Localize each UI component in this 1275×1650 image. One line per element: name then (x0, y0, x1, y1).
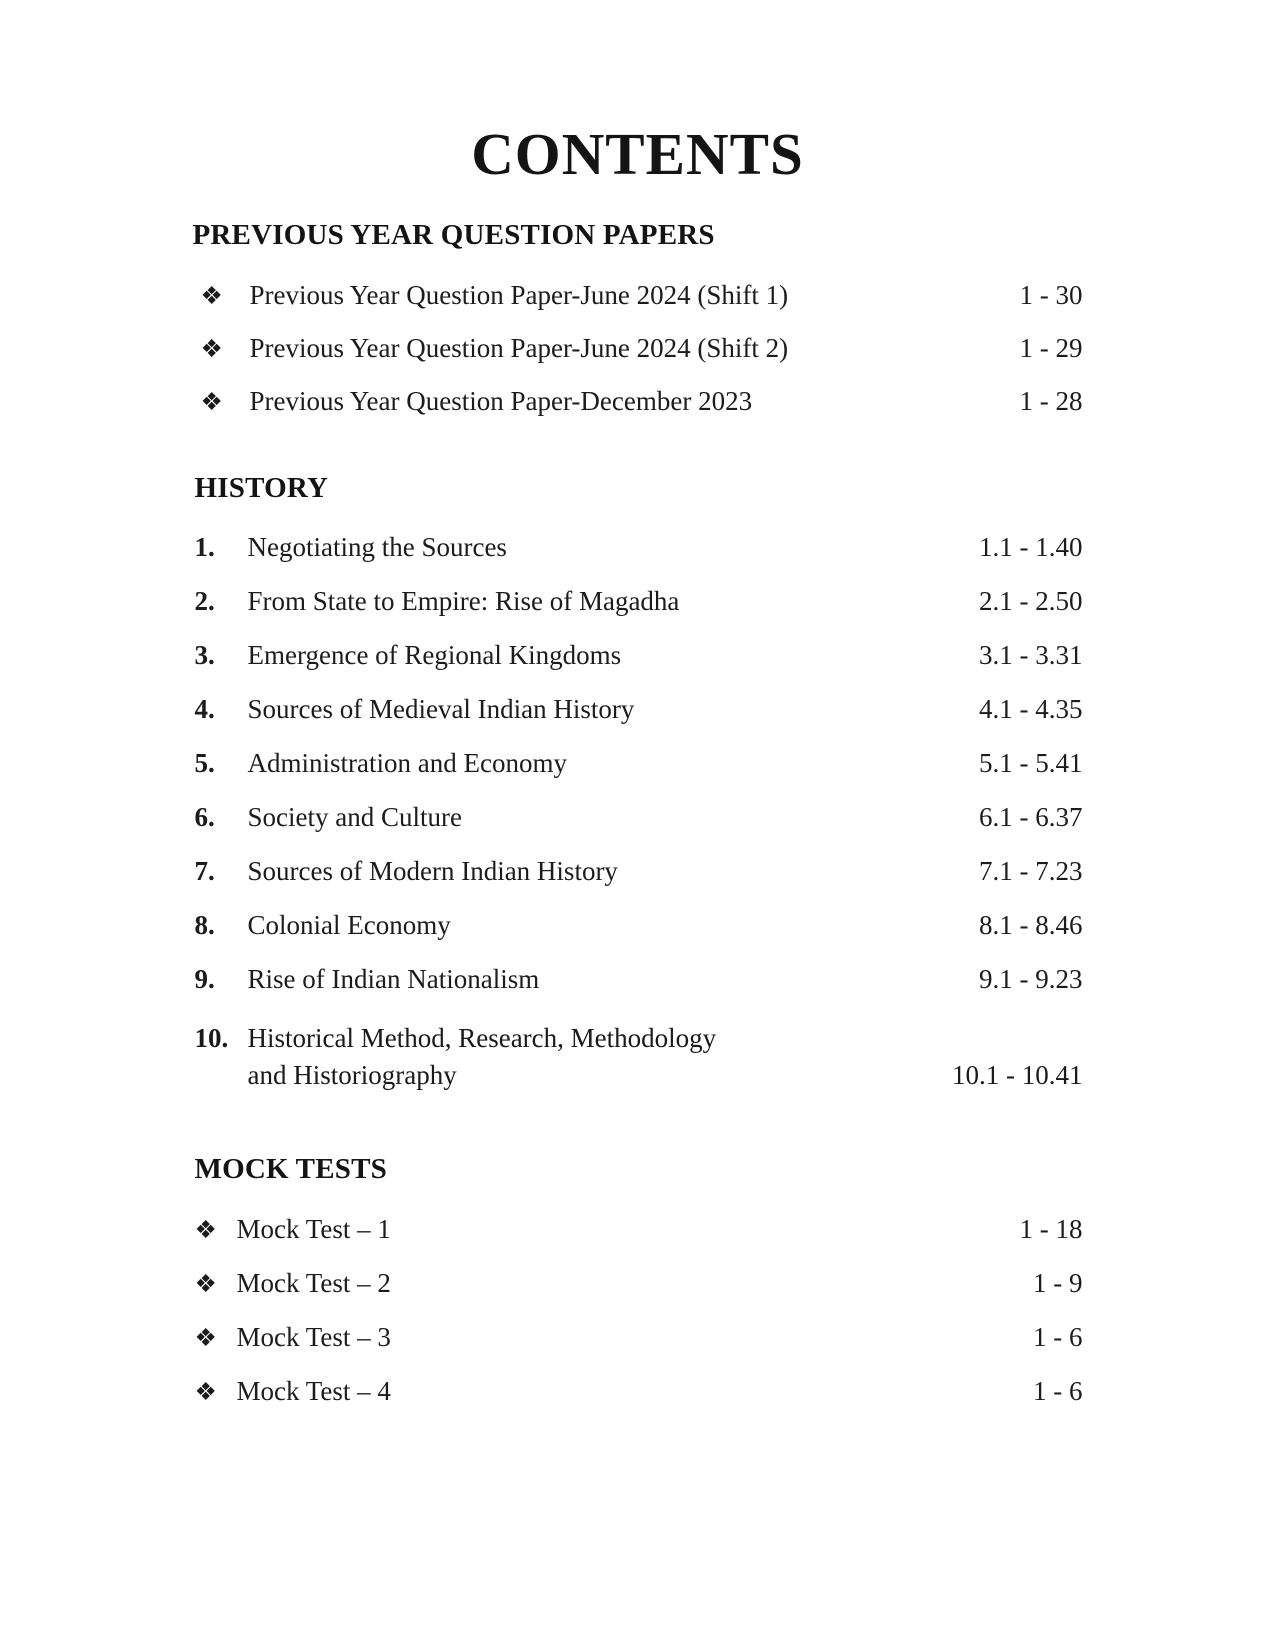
list-item[interactable] (193, 309, 1083, 362)
section-heading-mock-tests: MOCK TESTS (194, 1153, 387, 1186)
entry-title: Sources of Modern Indian History (247, 855, 618, 886)
entry-page-range: 1 - 6 (1033, 1376, 1083, 1407)
diamond-bullet-icon: ❖ (200, 388, 223, 416)
diamond-bullet-icon: ❖ (200, 335, 223, 363)
entry-title: Mock Test – 4 (236, 1376, 391, 1407)
entry-title: Mock Test – 2 (236, 1268, 391, 1299)
entry-page-range: 7.1 - 7.23 (979, 855, 1083, 886)
entry-page-range: 6.1 - 6.37 (979, 801, 1083, 832)
table-row[interactable] (195, 939, 1083, 993)
diamond-bullet-icon: ❖ (200, 282, 223, 310)
entry-title: Previous Year Question Paper-December 2023 (249, 385, 753, 416)
entry-title: Administration and Economy (247, 747, 567, 778)
section-heading-previous-year: PREVIOUS YEAR QUESTION PAPERS (192, 219, 715, 251)
entry-page-range: 9.1 - 9.23 (979, 963, 1083, 994)
table-row[interactable] (195, 885, 1083, 939)
table-row[interactable] (195, 993, 1083, 1095)
entry-number: 9. (194, 963, 215, 994)
entry-page-range: 10.1 - 10.41 (952, 1060, 1083, 1091)
entry-page-range: 4.1 - 4.35 (979, 693, 1083, 724)
table-row[interactable] (195, 507, 1083, 561)
table-row[interactable] (195, 831, 1083, 885)
entry-title: Mock Test – 1 (236, 1214, 391, 1245)
table-row[interactable] (195, 615, 1083, 669)
entry-page-range: 3.1 - 3.31 (979, 639, 1083, 670)
entry-page-range: 1 - 28 (1019, 385, 1083, 416)
page-title: CONTENTS (471, 121, 804, 187)
entry-page-range: 1 - 30 (1019, 279, 1083, 310)
entry-number: 1. (194, 531, 215, 562)
entry-page-range: 1 - 6 (1033, 1322, 1083, 1353)
entry-page-range: 1 - 18 (1019, 1214, 1083, 1245)
diamond-bullet-icon: ❖ (194, 1379, 217, 1407)
entry-title: From State to Empire: Rise of Magadha (247, 585, 680, 616)
entry-page-range: 5.1 - 5.41 (979, 747, 1083, 778)
entry-title: Previous Year Question Paper-June 2024 (Shift 1) (249, 279, 789, 310)
entry-title: Sources of Medieval Indian History (247, 693, 635, 724)
entry-title: Society and Culture (247, 801, 462, 832)
entry-number: 10. (194, 1022, 229, 1053)
entry-number: 8. (194, 909, 215, 940)
entry-number: 4. (194, 693, 215, 724)
table-row[interactable] (195, 723, 1083, 777)
list-item[interactable] (195, 1297, 1083, 1351)
entry-page-range: 2.1 - 2.50 (979, 585, 1083, 616)
entry-title: Previous Year Question Paper-June 2024 (Shift 2) (249, 332, 789, 363)
list-item[interactable] (193, 362, 1083, 415)
entry-title: Negotiating the Sources (247, 531, 507, 562)
contents-body (193, 220, 1083, 1405)
list-mock-tests (195, 1189, 1083, 1405)
list-history (195, 507, 1083, 1095)
section-previous-year-question-papers (193, 220, 1083, 415)
entry-number: 6. (194, 801, 215, 832)
entry-title: Historical Method, Research, Methodology (247, 1022, 717, 1053)
entry-number: 3. (194, 639, 215, 670)
entry-line-2 (195, 1057, 1083, 1094)
table-row[interactable] (195, 561, 1083, 615)
table-row[interactable] (195, 777, 1083, 831)
section-mock-tests (193, 1154, 1083, 1405)
entry-page-range: 1 - 9 (1033, 1268, 1083, 1299)
table-row[interactable] (195, 669, 1083, 723)
list-previous-year (193, 256, 1083, 415)
list-item[interactable] (195, 1351, 1083, 1405)
entry-number: 5. (194, 747, 215, 778)
entry-title: Colonial Economy (247, 909, 451, 940)
entry-page-range: 8.1 - 8.46 (979, 909, 1083, 940)
entry-number: 2. (194, 585, 215, 616)
list-item[interactable] (195, 1243, 1083, 1297)
entry-number: 7. (194, 855, 215, 886)
entry-line-1 (195, 1020, 1083, 1057)
entry-page-range: 1 - 29 (1019, 332, 1083, 363)
section-history (193, 473, 1083, 1094)
entry-page-range: 1.1 - 1.40 (979, 531, 1083, 562)
diamond-bullet-icon: ❖ (194, 1325, 217, 1353)
diamond-bullet-icon: ❖ (194, 1271, 217, 1299)
section-heading-history: HISTORY (194, 471, 329, 504)
entry-title: Rise of Indian Nationalism (247, 963, 540, 994)
list-item[interactable] (195, 1189, 1083, 1243)
list-item[interactable] (193, 256, 1083, 309)
entry-title: Emergence of Regional Kingdoms (247, 639, 622, 670)
entry-title-continued: and Historiography (247, 1060, 457, 1091)
entry-title: Mock Test – 3 (236, 1322, 391, 1353)
diamond-bullet-icon: ❖ (194, 1217, 217, 1245)
